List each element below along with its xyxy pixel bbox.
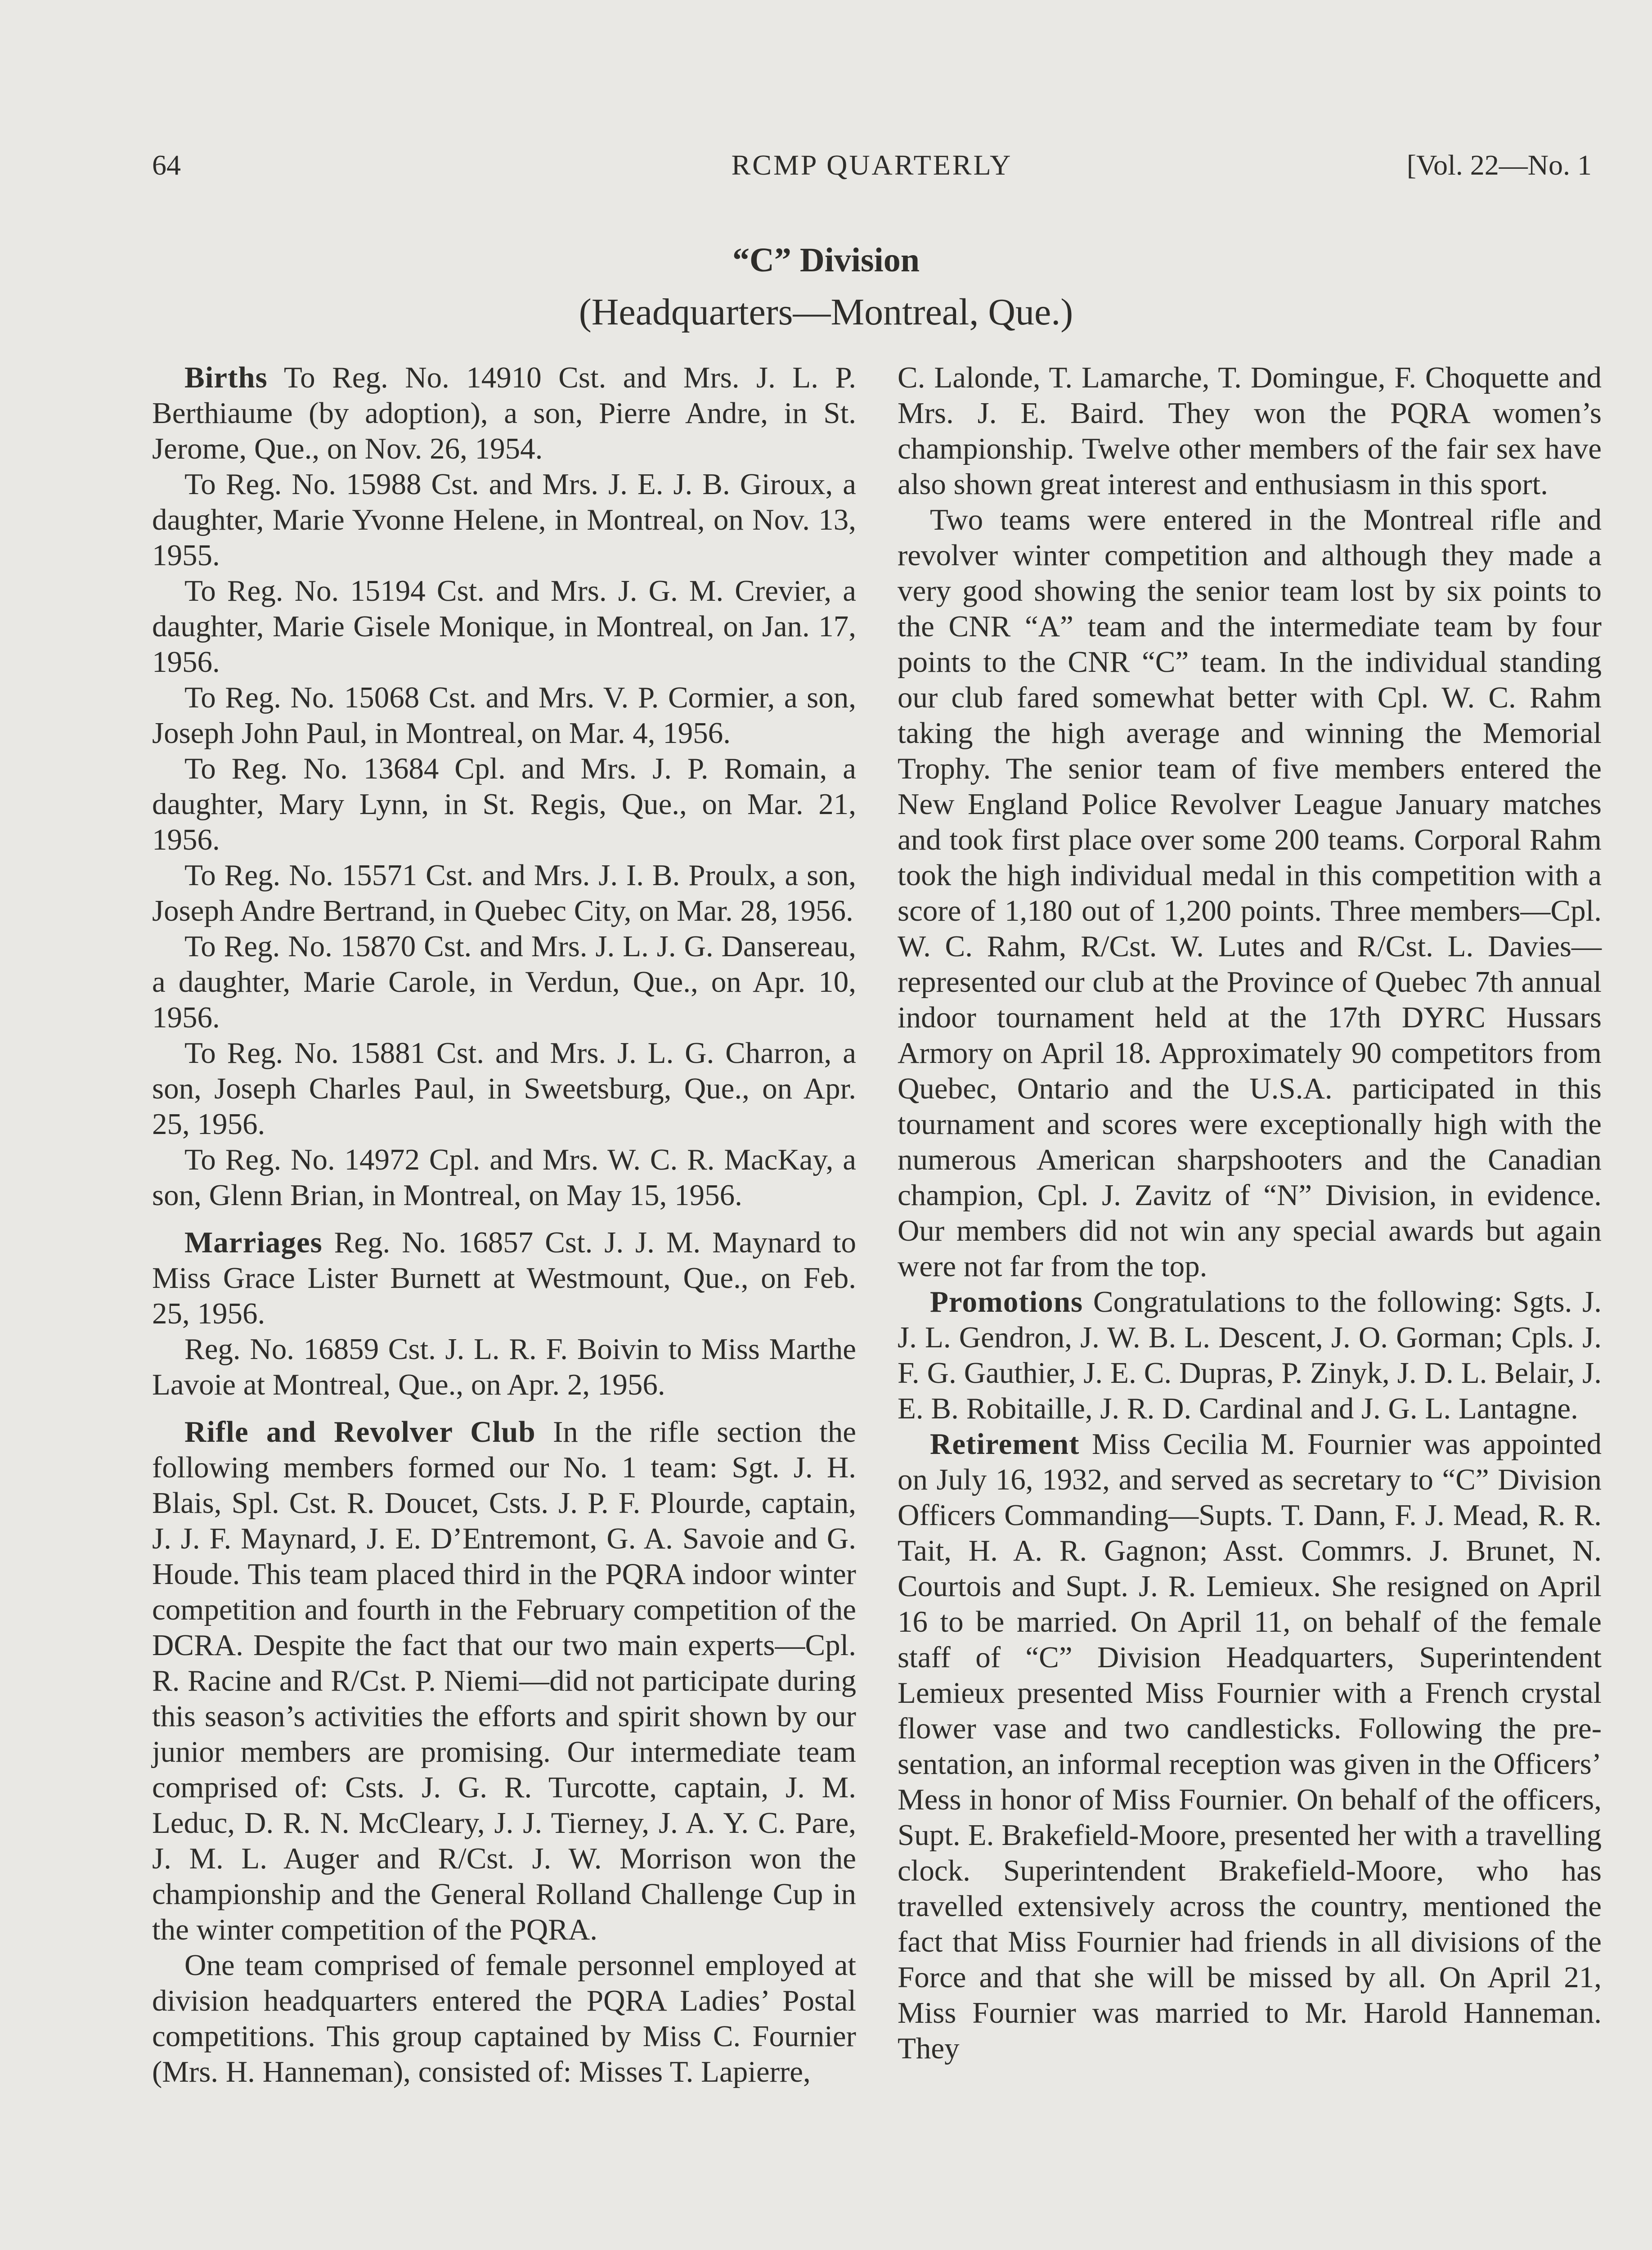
right-column <box>898 360 1602 2066</box>
article-title: “C” Division <box>732 241 920 279</box>
rifle-club-paragraph: Rifle and Revolver Club In the rifle section the following members formed our No. 1 team: Sgt. J. H. Blais, Spl. Cst. R. Doucet, Csts. J. P. F. Plourde, captain, J. J. F. Maynard, J. E. D’Entremont, G. A. Savoie and G. Houde. This team placed third in the PQRA indoor winter competition and fourth in the February competition of the DCRA. Despite the fact that our two main experts—Cpl. R. Racine and R/Cst. P. Niemi—did not participate during this season’s activities the efforts and spirit shown by our junior members are promising. Our intermediate team comprised of: Csts. J. G. R. Turcotte, captain, J. M. Leduc, D. R. N. McCleary, J. J. Tierney, J. A. Y. C. Pare, J. M. L. Auger and R/Cst. J. W. Morrison won the championship and the General Rolland Challenge Cup in the winter competition of the PQRA. <box>152 1415 857 1946</box>
marriages-entry: Reg. No. 16859 Cst. J. L. R. F. Boivin to Miss Marthe Lavoie at Montreal, Que., on Apr. 2, 1956. <box>152 1332 856 1401</box>
page-number: 64 <box>152 149 181 181</box>
marriages-heading: Marriages <box>184 1226 323 1259</box>
births-entry: To Reg. No. 15988 Cst. and Mrs. J. E. J. B. Giroux, a daughter, Marie Yvonne Helene, in Montreal, on Nov. 13, 1955. <box>152 468 856 572</box>
promotions-paragraph: Promotions Congratulations to the following: Sgts. J. J. L. Gendron, J. W. B. L. Descent, J. O. Gorman; Cpls. J. F. G. Gauthier, J. E. C. Dupras, P. Zinyk, J. D. L. Belair, J. E. B. Robitaille, J. R. D. Cardinal and J. G. L. Lantagne. <box>898 1285 1602 1425</box>
rifle-club-paragraph: C. Lalonde, T. Lamarche, T. Domingue, F. Choquette and Mrs. J. E. Baird. They won the PQRA women’s championship. Twelve other members of the fair sex have also shown great interest and enthusiasm in this sport. <box>898 361 1602 501</box>
retirement-paragraph: Retirement Miss Cecilia M. Fournier was appointed on July 16, 1932, and served as secretary to “C” Division Officers Commanding—Supts. T. Dann, F. J. Mead, R. R. Tait, H. A. R. Gagnon; Asst. Commrs. J. Brunet, N. Courtois and Supt. J. R. Lemieux. She resigned on April 16 to be married. On April 11, on behalf of the female staff of “C” Division Headquarters, Superintendent Lemieux presented Miss Fournier with a French crystal flower vase and two candlesticks. Following the presentation, an informal reception was given in the Officers’ Mess in honor of Miss Fournier. On behalf of the officers, Supt. E. Brakefield-Moore, presented her with a travelling clock. Superintendent Brakefield-Moore, who has travelled extensively across the country, mentioned the fact that Miss Fournier had friends in all divisions of the Force and that she will be missed by all. On April 21, Miss Fournier was married to Mr. Harold Hanneman. They <box>898 1427 1602 2065</box>
retirement-heading: Retirement <box>930 1427 1080 1461</box>
rifle-club-paragraph: One team comprised of female personnel employed at division headquarters entered the PQRA Ladies’ Postal competitions. This group captained by Miss C. Fournier (Mrs. H. Hanneman), consisted of: Misses T. Lapierre, <box>152 1948 856 2088</box>
volume-number: [Vol. 22—No. 1 <box>1406 149 1592 181</box>
births-entry: To Reg. No. 15571 Cst. and Mrs. J. I. B. Proulx, a son, Joseph Andre Bertrand, in Quebec City, on Mar. 28, 1956. <box>152 859 856 927</box>
births-entry: To Reg. No. 15068 Cst. and Mrs. V. P. Cormier, a son, Joseph John Paul, in Montreal, on Mar. 4, 1956. <box>152 681 856 750</box>
births-entry: To Reg. No. 15881 Cst. and Mrs. J. L. G. Charron, a son, Joseph Charles Paul, in Sweetsburg, Que., on Apr. 25, 1956. <box>152 1036 856 1141</box>
marriages-entry: Marriages Reg. No. 16857 Cst. J. J. M. Maynard to Miss Grace Lister Burnett at Westmount, Que., on Feb. 25, 1956. <box>152 1226 857 1330</box>
article-subtitle: (Headquarters—Montreal, Que.) <box>579 291 1073 333</box>
running-header <box>152 148 1592 198</box>
births-entry: To Reg. No. 13684 Cpl. and Mrs. J. P. Romain, a daughter, Mary Lynn, in St. Regis, Que., on Mar. 21, 1956. <box>152 752 856 856</box>
left-column <box>152 360 856 2090</box>
rifle-club-heading: Rifle and Revolver Club <box>184 1415 536 1449</box>
births-heading: Births <box>184 361 268 394</box>
promotions-heading: Promotions <box>930 1285 1083 1318</box>
births-entry: Births To Reg. No. 14910 Cst. and Mrs. J. L. P. Berthiaume (by adoption), a son, Pierre Andre, in St. Jerome, Que., on Nov. 26, 1954. <box>152 361 856 465</box>
births-entry: To Reg. No. 15194 Cst. and Mrs. J. G. M. Crevier, a daughter, Marie Gisele Monique, in Montreal, on Jan. 17, 1956. <box>152 574 856 679</box>
births-entry: To Reg. No. 15870 Cst. and Mrs. J. L. J. G. Dansereau, a daughter, Marie Carole, in Verdun, Que., on Apr. 10, 1956. <box>152 930 856 1034</box>
rifle-club-paragraph: Two teams were entered in the Montreal rifle and revolver winter competition and although they made a very good showing the senior team lost by six points to the CNR “A” team and the intermediate team by four points to the CNR “C” team. In the individual standing our club fared somewhat better with Cpl. W. C. Rahm taking the high average and winning the Memorial Trophy. The senior team of five members entered the New England Police Revolver League January matches and took first place over some 200 teams. Corporal Rahm took the high individual medal in this competition with a score of 1,180 out of 1,200 points. Three members—Cpl. W. C. Rahm, R/Cst. W. Lutes and R/Cst. L. Davies—represented our club at the Province of Quebec 7th annual indoor tournament held at the 17th DYRC Hussars Armory on April 18. Approximately 90 competitors from Quebec, Ontario and the U.S.A. participated in this tournament and scores were exceptionally high with the numerous American sharpshooters and the Canadian champion, Cpl. J. Zavitz of “N” Division, in evidence. Our members did not win any special awards but again were not far from the top. <box>898 503 1602 1283</box>
births-entry: To Reg. No. 14972 Cpl. and Mrs. W. C. R. MacKay, a son, Glenn Brian, in Montreal, on May 15, 1956. <box>152 1143 856 1212</box>
journal-title: RCMP QUARTERLY <box>731 149 1013 181</box>
